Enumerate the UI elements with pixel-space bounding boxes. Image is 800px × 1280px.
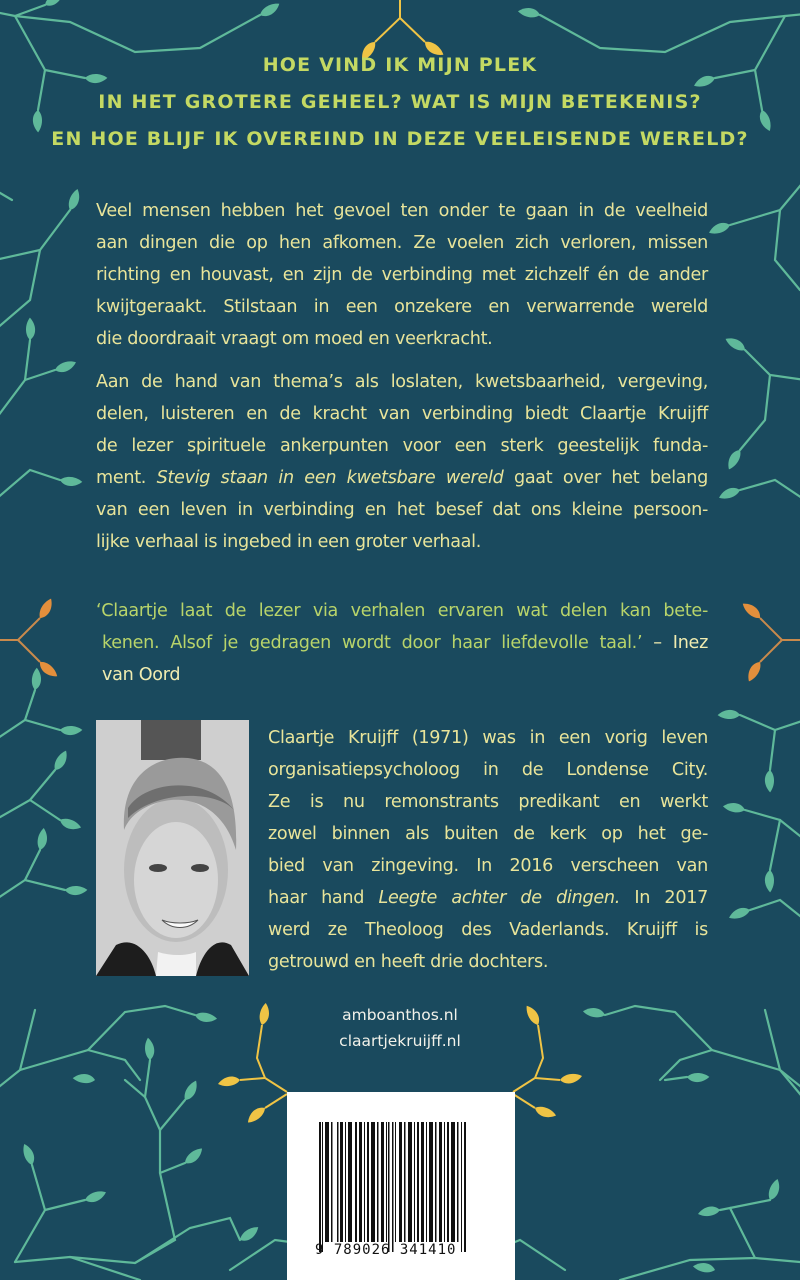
author-bio — [268, 722, 708, 978]
bio-line: Claartje Kruijff (1971) was in een vorig leven — [268, 728, 708, 748]
bio-line: getrouwd en heeft drie dochters. — [268, 952, 549, 972]
paragraph-line: Veel mensen hebben het gevoel ten onder te gaan in de veelheid — [96, 201, 708, 221]
quote-author: van Oord — [102, 665, 181, 685]
publisher-link[interactable]: amboanthos.nl — [342, 1006, 458, 1024]
headline-line: EN HOE BLIJF IK OVEREIND IN DEZE VEELEISENDE WERELD? — [51, 128, 749, 150]
text-run: haar hand — [268, 888, 379, 908]
paragraph-line: richting en houvast, en zijn de verbinding met zichzelf én de ander — [96, 265, 708, 285]
headline-questions — [0, 47, 800, 158]
paragraph-line: Aan de hand van thema’s als loslaten, kwetsbaarheid, vergeving, — [96, 372, 708, 392]
text-run: ment. — [96, 468, 157, 488]
quote-line: ‘Claartje laat de lezer via verhalen ervaren wat delen kan bete- — [96, 601, 708, 621]
paragraph-line: delen, luisteren en de kracht van verbinding biedt Claartje Kruijff — [96, 404, 708, 424]
bio-line — [268, 882, 708, 914]
isbn-barcode — [287, 1092, 515, 1280]
headline-line: HOE VIND IK MIJN PLEK — [262, 54, 538, 76]
paragraph-line: lijke verhaal is ingebed in een groter verhaal. — [96, 532, 482, 552]
bio-line: bied van zingeving. In 2016 verscheen van — [268, 856, 708, 876]
quote-author: – Inez — [642, 633, 709, 653]
paragraph-line: aan dingen die op hen afkomen. Ze voelen zich verloren, missen — [96, 233, 708, 253]
headline-line: IN HET GROTERE GEHEEL? WAT IS MIJN BETEKENIS? — [98, 91, 702, 113]
bio-line: organisatiepsycholoog in de Londense City. — [268, 760, 708, 780]
intro-paragraph — [96, 195, 708, 355]
website-links — [0, 1002, 800, 1054]
text-run: In 2017 — [620, 888, 708, 908]
portrait-icon — [96, 720, 249, 976]
paragraph-line: van een leven in verbinding en het besef dat ons kleine persoon- — [96, 500, 708, 520]
paragraph-line: die doordraait vraagt om moed en veerkracht. — [96, 329, 493, 349]
paragraph-line: kwijtgeraakt. Stilstaan in een onzekere en verwarrende wereld — [96, 297, 708, 317]
quote-line — [96, 627, 708, 659]
bio-line: Ze is nu remonstrants predikant en werkt — [268, 792, 708, 812]
endorsement-quote — [96, 595, 708, 691]
author-website-link[interactable]: claartjekruijff.nl — [339, 1032, 461, 1050]
paragraph-line: de lezer spirituele ankerpunten voor een sterk geestelijk funda- — [96, 436, 708, 456]
bio-line: zowel binnen als buiten de kerk op het ge- — [268, 824, 708, 844]
book-title: Stevig staan in een kwetsbare wereld — [156, 468, 504, 488]
author-photo — [96, 720, 249, 976]
previous-book-title: Leegte achter de dingen. — [378, 888, 621, 908]
themes-paragraph — [96, 366, 708, 558]
text-run: gaat over het belang — [503, 468, 708, 488]
paragraph-line — [96, 462, 708, 494]
text-run: kenen. Alsof je gedragen wordt door haar liefdevolle taal.’ — [102, 633, 643, 653]
bio-line: werd ze Theoloog des Vaderlands. Kruijff is — [268, 920, 708, 940]
isbn-number: 9 789026 341410 — [315, 1242, 457, 1258]
